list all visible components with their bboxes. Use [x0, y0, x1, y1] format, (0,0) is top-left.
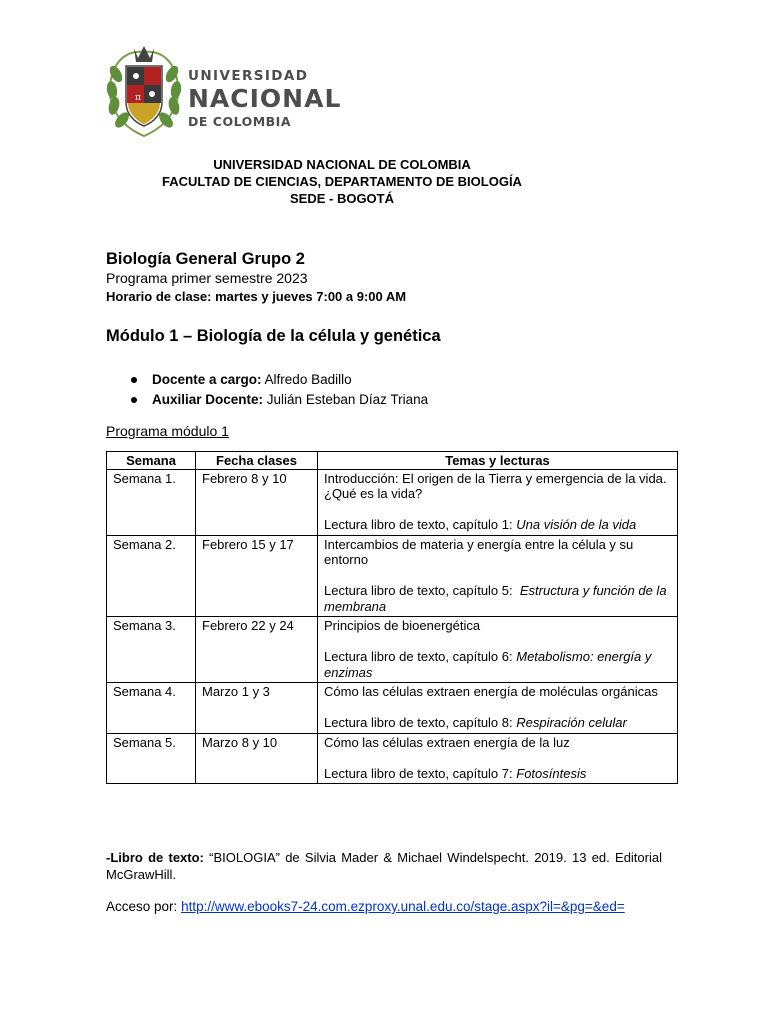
access-line [106, 899, 625, 914]
reading-text: Lectura libro de texto, capítulo 7: Fotosíntesis [324, 765, 587, 781]
topic-text: Intercambios de materia y energía entre la célula y su entorno [324, 536, 634, 567]
table-row [107, 617, 678, 683]
week-cell: Semana 3. [107, 617, 196, 683]
dates-cell: Marzo 8 y 10 [196, 733, 318, 784]
logo-text-nacional: NACIONAL [188, 84, 342, 113]
reading-text: Lectura libro de texto, capítulo 5: Estructura y función de la membrana [324, 583, 667, 614]
header-faculty: FACULTAD DE CIENCIAS, DEPARTAMENTO DE BIOLOGÍA [162, 174, 522, 189]
reading-title: Fotosíntesis [516, 765, 587, 781]
textbook-reference [106, 849, 662, 883]
column-header: Semana [107, 452, 196, 470]
university-logo [106, 44, 342, 140]
week-cell: Semana 4. [107, 683, 196, 734]
dates-cell: Febrero 8 y 10 [196, 469, 318, 535]
topic-cell [318, 535, 678, 617]
dates-cell: Febrero 22 y 24 [196, 617, 318, 683]
course-program: Programa primer semestre 2023 [106, 270, 308, 286]
topic-cell [318, 733, 678, 784]
topic-text: ¿Qué es la vida? [324, 486, 423, 501]
table-row [107, 733, 678, 784]
module-title: Módulo 1 – Biología de la célula y genética [106, 327, 441, 345]
textbook-label: -Libro de texto: [106, 850, 204, 865]
textbook-text: “BIOLOGIA” de Silvia Mader & Michael Windelspecht. 2019. 13 ed. Editorial McGrawHill. [106, 850, 662, 882]
course-schedule: Horario de clase: martes y jueves 7:00 a 9:00 AM [106, 289, 407, 304]
reading-text: Lectura libro de texto, capítulo 1: Una visión de la vida [324, 517, 637, 532]
list-item [128, 370, 428, 390]
logo-text-universidad: UNIVERSIDAD [188, 68, 309, 84]
reading-text: Lectura libro de texto, capítulo 8: Respiración celular [324, 715, 627, 730]
staff-name: Julián Esteban Díaz Triana [266, 392, 429, 407]
access-label: Acceso por: [106, 899, 178, 914]
reading-title: Metabolismo: energía y enzimas [324, 649, 652, 680]
topic-cell [318, 617, 678, 683]
week-cell: Semana 5. [107, 733, 196, 784]
staff-label: Auxiliar Docente: [152, 392, 264, 407]
ebook-link[interactable]: http://www.ebooks7-24.com.ezproxy.unal.edu.co/stage.aspx?il=&pg=&ed= [181, 899, 625, 914]
topic-text: Introducción: El origen de la Tierra y emergencia de la vida. [324, 470, 667, 486]
course-title: Biología General Grupo 2 [106, 250, 305, 268]
list-item [128, 390, 428, 410]
staff-label: Docente a cargo: [152, 372, 262, 387]
table-row [107, 535, 678, 617]
reading-title: Estructura y función de la membrana [324, 583, 667, 614]
week-cell: Semana 1. [107, 469, 196, 535]
header-university: UNIVERSIDAD NACIONAL DE COLOMBIA [213, 157, 471, 172]
program-heading: Programa módulo 1 [106, 423, 229, 439]
dates-cell: Febrero 15 y 17 [196, 535, 318, 617]
bullet-icon [131, 377, 137, 383]
header-campus: SEDE - BOGOTÁ [289, 191, 394, 206]
logo-text-de-colombia: DE COLOMBIA [188, 114, 292, 129]
topic-cell [318, 683, 678, 734]
week-cell: Semana 2. [107, 535, 196, 617]
topic-text: Cómo las células extraen energía de la luz [324, 734, 570, 750]
topic-text: Cómo las células extraen energía de moléculas orgánicas [324, 684, 658, 699]
dates-cell: Marzo 1 y 3 [196, 683, 318, 734]
svg-text:π: π [135, 93, 141, 103]
column-header: Temas y lecturas [318, 452, 678, 470]
reading-title: Una visión de la vida [516, 517, 637, 532]
table-row [107, 469, 678, 535]
table-row [107, 683, 678, 734]
reading-text: Lectura libro de texto, capítulo 6: Metabolismo: energía y enzimas [324, 649, 652, 680]
university-seal-icon [106, 44, 182, 140]
column-header: Fecha clases [196, 452, 318, 470]
reading-title: Respiración celular [516, 715, 627, 730]
program-table [106, 451, 678, 784]
staff-list [128, 370, 428, 410]
table-header-row [107, 452, 678, 470]
topic-cell [318, 469, 678, 535]
bullet-icon [131, 397, 137, 403]
staff-name: Alfredo Badillo [264, 372, 352, 387]
topic-text: Principios de bioenergética [324, 618, 481, 633]
